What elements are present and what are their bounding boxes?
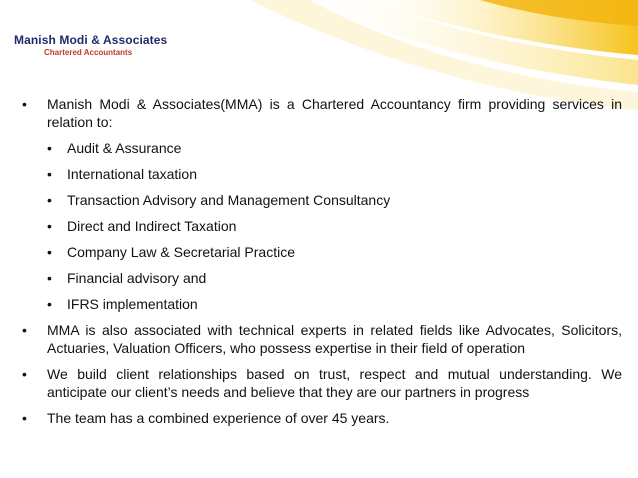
list-item-text: The team has a combined experience of over 45 years.	[47, 410, 390, 426]
company-logo	[14, 33, 167, 57]
bullet-icon: •	[47, 270, 52, 286]
sub-item-text: Company Law & Secretarial Practice	[67, 244, 295, 260]
bullet-list	[22, 95, 622, 435]
sub-list-item	[22, 139, 622, 157]
list-item	[22, 95, 622, 131]
bullet-icon: •	[47, 244, 52, 260]
sub-item-text: International taxation	[67, 166, 197, 182]
bullet-icon: •	[22, 410, 27, 426]
sub-list-item	[22, 217, 622, 235]
sub-item-text: Direct and Indirect Taxation	[67, 218, 237, 234]
sub-item-text: IFRS implementation	[67, 296, 198, 312]
bullet-icon: •	[47, 140, 52, 156]
bullet-icon: •	[22, 322, 27, 338]
logo-name: Manish Modi & Associates	[14, 33, 168, 47]
bullet-icon: •	[47, 166, 52, 182]
list-item	[22, 365, 622, 401]
bullet-icon: •	[47, 192, 52, 208]
list-item	[22, 321, 622, 357]
bullet-icon: •	[47, 218, 52, 234]
bullet-icon: •	[47, 296, 52, 312]
sub-list	[22, 139, 622, 313]
list-item	[22, 409, 622, 427]
sub-list-item	[22, 165, 622, 183]
list-item-text: Manish Modi & Associates(MMA) is a Chartered Accountancy firm providing services in relation to:	[47, 96, 622, 130]
sub-item-text: Transaction Advisory and Management Consultancy	[67, 192, 391, 208]
list-item-text: MMA is also associated with technical experts in related fields like Advocates, Solicitors, Actuaries, Valuation Officers, who possess expertise in their field of operation	[47, 322, 622, 356]
sub-list-item	[22, 269, 622, 287]
bullet-icon: •	[22, 96, 27, 112]
logo-subtitle: Chartered Accountants	[44, 48, 133, 57]
list-item-text: We build client relationships based on trust, respect and mutual understanding. We anticipate our client’s needs and believe that they are our partners in progress	[47, 366, 622, 400]
sub-list-item	[22, 295, 622, 313]
sub-item-text: Audit & Assurance	[67, 140, 182, 156]
sub-list-item	[22, 191, 622, 209]
sub-list-item	[22, 243, 622, 261]
sub-item-text: Financial advisory and	[67, 270, 207, 286]
bullet-icon: •	[22, 366, 27, 382]
